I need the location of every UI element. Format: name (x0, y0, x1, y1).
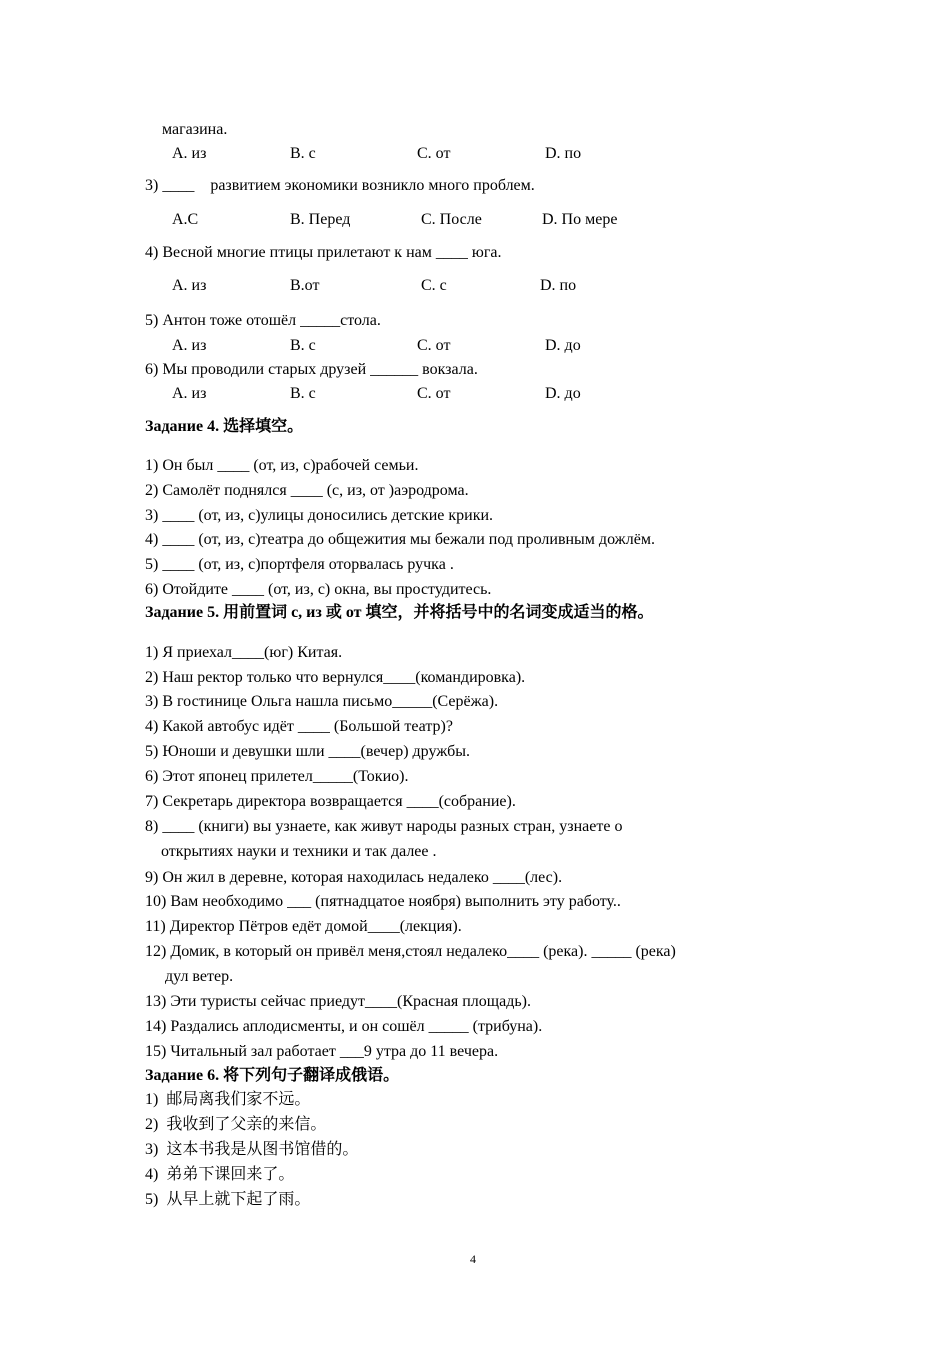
option-b: B. Перед (290, 211, 351, 228)
option-c: C. После (421, 211, 482, 228)
task-4-item: 5) ____ (от, из, с)портфеля оторвалась ручка . (145, 556, 454, 573)
option-b: B.от (290, 277, 320, 294)
task-6-item: 1) 邮局离我们家不远。 (145, 1091, 311, 1108)
task-5-item: 2) Наш ректор только что вернулся____(командировка). (145, 669, 526, 686)
option-c: C. с (421, 277, 447, 294)
task-5-item: 11) Директор Пётров едёт домой____(лекция). (145, 918, 462, 935)
option-c: C. от (417, 385, 451, 402)
option-b: B. с (290, 385, 316, 402)
task-4-item: 2) Самолёт поднялся ____ (с, из, от )аэродрома. (145, 482, 469, 499)
page-number: 4 (470, 1252, 476, 1266)
task-5-item: 8) ____ (книги) вы узнаете, как живут народы разных стран, узнаете о (145, 818, 623, 835)
task-5-item: 10) Вам необходимо ___ (пятнадцатое ноября) выполнить эту работу.. (145, 893, 621, 910)
task-4-heading: Задание 4. 选择填空。 (145, 418, 304, 435)
task-6-item: 2) 我收到了父亲的来信。 (145, 1116, 327, 1133)
task-6-item: 4) 弟弟下课回来了。 (145, 1166, 295, 1183)
task-5-item: 5) Юноши и девушки шли ____(вечер) дружбы. (145, 743, 470, 760)
task-5-item: 3) В гостинице Ольга нашла письмо_____(Серёжа). (145, 693, 499, 710)
option-d: D. по (545, 145, 582, 162)
task-5-item: 15) Читальный зал работает ___9 утра до 11 вечера. (145, 1043, 499, 1060)
task-4-item: 3) ____ (от, из, с)улицы доносились детские крики. (145, 507, 494, 524)
option-d: D. до (545, 337, 581, 354)
option-a: A. из (172, 145, 207, 162)
question-6: 6) Мы проводили старых друзей ______ вокзала. (145, 361, 478, 378)
task-6-item: 5) 从早上就下起了雨。 (145, 1191, 311, 1208)
option-a: A. из (172, 277, 207, 294)
question-4: 4) Весной многие птицы прилетают к нам ____ юга. (145, 244, 502, 261)
question-2-tail: магазина. (162, 121, 228, 138)
task-5-item: 13) Эти туристы сейчас приедут____(Красная площадь). (145, 993, 531, 1010)
option-a: A. из (172, 337, 207, 354)
option-c: C. от (417, 337, 451, 354)
task-5-item: 6) Этот японец прилетел_____(Токио). (145, 768, 409, 785)
option-a: A.C (172, 211, 199, 228)
option-b: B. с (290, 145, 316, 162)
task-4-item: 4) ____ (от, из, с)театра до общежития мы бежали под проливным дожлём. (145, 531, 655, 548)
option-a: A. из (172, 385, 207, 402)
task-5-item-continued: дул ветер. (145, 968, 234, 985)
task-5-heading: Задание 5. 用前置词 с, из 或 от 填空，并将括号中的名词变成适当的格。 (145, 604, 654, 621)
task-6-item: 3) 这本书我是从图书馆借的。 (145, 1141, 359, 1158)
task-4-item: 1) Он был ____ (от, из, с)рабочей семьи. (145, 457, 419, 474)
question-3: 3) ____ развитием экономики возникло много проблем. (145, 177, 535, 194)
task-5-item: 12) Домик, в который он привёл меня,стоял недалеко____ (река). _____ (река) (145, 943, 676, 960)
option-d: D. по (540, 277, 577, 294)
option-b: B. с (290, 337, 316, 354)
task-6-heading: Задание 6. 将下列句子翻译成俄语。 (145, 1067, 400, 1084)
task-5-item: 9) Он жил в деревне, которая находилась недалеко ____(лес). (145, 869, 563, 886)
question-5: 5) Антон тоже отошёл _____стола. (145, 312, 381, 329)
option-c: C. от (417, 145, 451, 162)
option-d: D. до (545, 385, 581, 402)
task-5-item: 14) Раздались аплодисменты, и он сошёл _____ (трибуна). (145, 1018, 543, 1035)
task-5-item: 4) Какой автобус идёт ____ (Большой театр)? (145, 718, 453, 735)
task-4-item: 6) Отойдите ____ (от, из, с) окна, вы простудитесь. (145, 581, 492, 598)
task-5-item: 1) Я приехал____(юг) Китая. (145, 644, 343, 661)
task-5-item: 7) Секретарь директора возвращается ____(собрание). (145, 793, 516, 810)
option-d: D. По мере (542, 211, 618, 228)
task-5-item-continued: открытиях науки и техники и так далее . (145, 843, 437, 860)
